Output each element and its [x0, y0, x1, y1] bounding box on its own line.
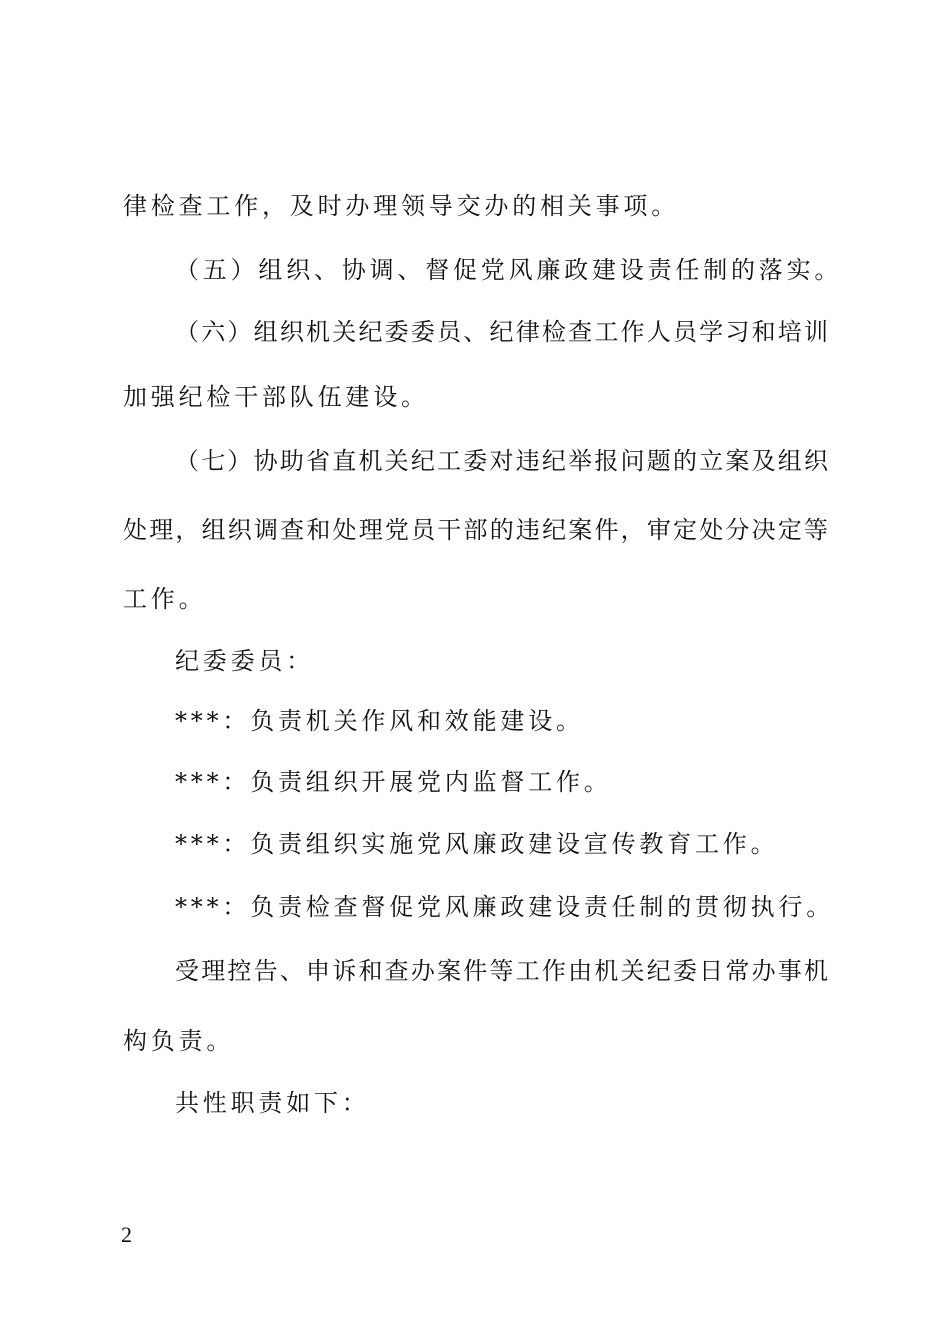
text-line-continuation: 律检查工作，及时办理领导交办的相关事项。: [123, 192, 679, 220]
text-line-item-six: （六）组织机关纪委委员、纪律检查工作人员学习和培训: [175, 318, 828, 346]
text-line-item-seven-continuation: 处理，组织调查和处理党员干部的违纪案件，审定处分决定等: [123, 516, 828, 544]
text-line-item-six-continuation: 加强纪检干部队伍建设。: [123, 383, 429, 411]
text-line-complaint-handling: 受理控告、申诉和查办案件等工作由机关纪委日常办事机: [175, 957, 828, 985]
text-line-committee-heading: 纪委委员：: [175, 647, 314, 675]
text-line-complaint-handling-continuation: 构负责。: [123, 1027, 235, 1055]
text-line-common-duties-heading: 共性职责如下：: [175, 1089, 370, 1117]
text-line-item-five: （五）组织、协调、督促党风廉政建设责任制的落实。: [175, 256, 843, 284]
text-line-item-seven: （七）协助省直机关纪工委对违纪举报问题的立案及组织: [175, 447, 828, 475]
text-line-member-duty-2: ***：负责组织开展党内监督工作。: [175, 768, 612, 796]
text-line-member-duty-3: ***：负责组织实施党风廉政建设宣传教育工作。: [175, 830, 779, 858]
text-line-item-seven-end: 工作。: [123, 585, 207, 613]
text-line-member-duty-4: ***：负责检查督促党风廉政建设责任制的贯彻执行。: [175, 893, 834, 921]
page-number: 2: [121, 1222, 132, 1247]
text-line-member-duty-1: ***：负责机关作风和效能建设。: [175, 707, 584, 735]
